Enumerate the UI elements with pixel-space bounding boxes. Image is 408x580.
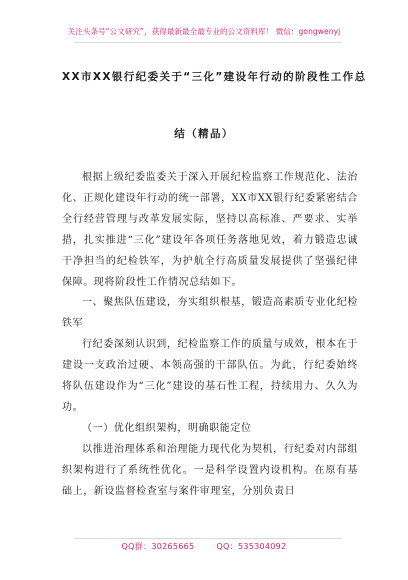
header-divider xyxy=(74,42,342,43)
section-heading: 一、聚焦队伍建设，夯实组织根基，锻造高素质专业化纪检铁军 xyxy=(62,297,358,330)
document-title-line-2: 结（精品） xyxy=(174,128,234,140)
document-body xyxy=(62,168,358,503)
footer-divider xyxy=(74,538,342,539)
footer-contact xyxy=(0,541,408,552)
subsection-heading: （一）优化组织架构，明确职能定位 xyxy=(82,422,252,434)
body-paragraph: 根据上级纪委监委关于深入开展纪检监察工作规范化、法治化、正规化建设年行动的统一部署，XX市XX银行纪委紧密结合全行经营管理与改革发展实际，坚持以高标准、严要求、实举措，扎实推进“三化”建设年各项任务落地见效，着力锻造忠诚干净担当的纪检铁军，为护航全行高质量发展提供了坚强纪律保障。现将阶段性工作情况总结如下。 xyxy=(62,172,358,288)
header-promo-note: 关注头条号“公文研究”，获得最新最全最专业的公文资料库！ 微信：gongwenyj xyxy=(67,27,341,36)
document-title-line-1: XX市XX银行纪委关于“三化”建设年行动的阶段性工作总 xyxy=(62,71,367,83)
footer-qq-number: QQ：535304092 xyxy=(216,542,287,551)
body-paragraph: 以推进治理体系和治理能力现代化为契机，行纪委对内部组织架构进行了系统性优化。一是科学设置内设机构。在原有基础上，新设监督检查室与案件审理室，分别负责日 xyxy=(62,443,358,497)
footer-qq-group: QQ群：30265665 xyxy=(121,542,195,551)
body-paragraph: 行纪委深刻认识到，纪检监察工作的质量与成效，根本在于建设一支政治过硬、本领高强的干部队伍。为此，行纪委始终将队伍建设作为“三化”建设的基石性工程，持续用力、久久为功。 xyxy=(62,339,358,413)
